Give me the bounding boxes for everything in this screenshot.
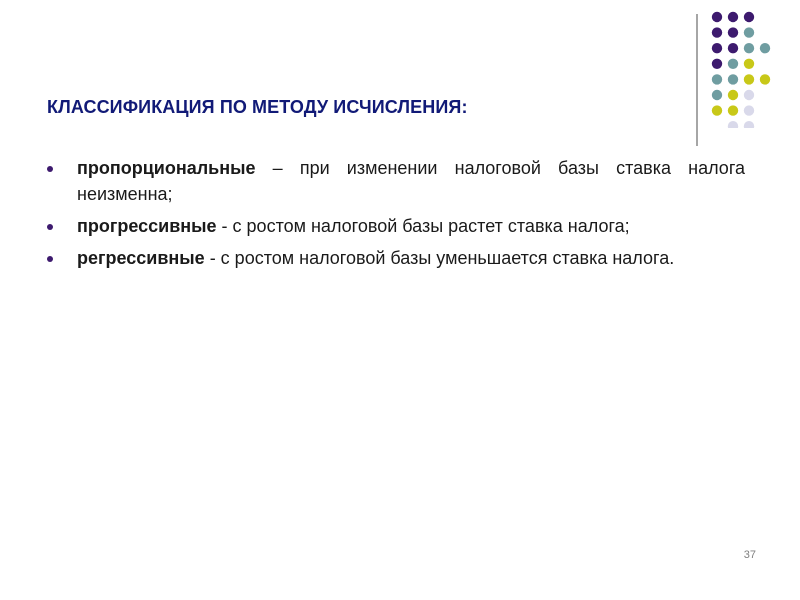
bullet-item-regressive [47,245,745,271]
page-number: 37 [743,549,756,561]
decorative-dot [728,105,738,115]
bullet-text: - с ростом налоговой базы растет ставка налога; [216,216,630,236]
bullet-list [47,155,745,277]
decorative-dot [728,12,738,22]
decorative-dot [728,27,738,37]
decorative-dot [712,43,722,53]
bullet-text: - с ростом налоговой базы уменьшается ставка налога. [204,248,675,268]
decorative-dot [744,90,754,100]
decorative-dot [760,74,770,84]
decorative-dot [744,27,754,37]
decorative-dot [728,74,738,84]
decorative-dot [744,12,754,22]
bullet-item-proportional [47,155,745,207]
decorative-dot [728,121,738,128]
decorative-dot [728,90,738,100]
decorative-dot [728,59,738,69]
vertical-divider [696,14,698,146]
decorative-dot [744,121,754,128]
decorative-dot [712,90,722,100]
bullet-term: пропорциональные [77,158,256,178]
decorative-dot [744,74,754,84]
decorative-dot-grid [702,8,800,128]
decorative-dot [744,43,754,53]
decorative-dot [728,43,738,53]
decorative-dot [712,74,722,84]
bullet-item-progressive [47,213,745,239]
decorative-dot [712,12,722,22]
decorative-dot [760,43,770,53]
decorative-dot [712,27,722,37]
bullet-dot-icon [47,166,53,172]
decorative-dot [744,105,754,115]
decorative-dot [712,59,722,69]
bullet-text: – при изменении налоговой базы ставка налога неизменна; [77,158,745,204]
bullet-term: регрессивные [77,248,205,268]
bullet-dot-icon [47,256,53,262]
slide-title: КЛАССИФИКАЦИЯ ПО МЕТОДУ ИСЧИСЛЕНИЯ: [47,97,468,117]
decorative-dot [744,59,754,69]
bullet-term: прогрессивные [77,216,217,236]
decorative-dot [712,105,722,115]
bullet-dot-icon [47,224,53,230]
